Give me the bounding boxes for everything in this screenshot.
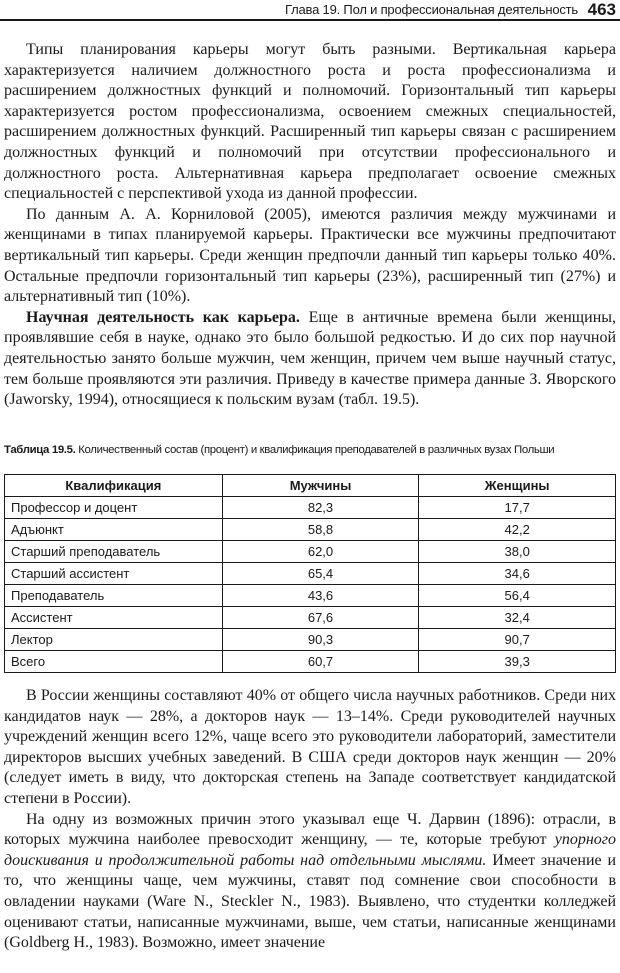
cell-women: 34,6 — [419, 563, 616, 585]
cell-women: 56,4 — [419, 585, 616, 607]
column-header-qualification: Квалификация — [5, 475, 223, 497]
cell-women: 42,2 — [419, 519, 616, 541]
table-row — [5, 585, 616, 607]
paragraph-russia: В России женщины составляют 40% от общего числа научных работников. Среди них кандидатов наук — 28%, а докторов наук — 13–14%. Среди руководителей научных учреждений женщин всего 12%, чаще всего это руководители лабораторий, заместители директоров высших учебных заведений. В США среди докторов наук женщин — 20% (следует иметь в виду, что докторская степень на Западе соответствует кандидатской степени в России). — [4, 687, 616, 807]
cell-qualification: Всего — [5, 651, 223, 673]
cell-women: 90,7 — [419, 629, 616, 651]
cell-women: 17,7 — [419, 497, 616, 519]
paragraph-science-career — [4, 308, 616, 411]
table-row — [5, 497, 616, 519]
page-number: 463 — [587, 0, 616, 19]
column-header-men: Мужчины — [222, 475, 419, 497]
table-row — [5, 519, 616, 541]
paragraph-career-types: Типы планирования карьеры могут быть разными. Вертикальная карьера характеризуется наличием должностного роста и роста профессионализма и расширением должностных функций и полномочий. Горизонтальный тип карьеры характеризуется ростом профессионализма, освоением смежных специальностей, расширением должностных функций. Расширенный тип карьеры связан с расширением должностных функций и полномочий при отсутствии профессионального и должностного роста. Альтернативная карьера предполагает освоение смежных специальностей с перспективой ухода из данной профессии. — [4, 41, 616, 203]
cell-qualification: Профессор и доцент — [5, 497, 223, 519]
header-rule — [0, 19, 620, 21]
running-header — [0, 0, 620, 22]
cell-men: 62,0 — [222, 541, 419, 563]
cell-women: 38,0 — [419, 541, 616, 563]
cell-women: 39,3 — [419, 651, 616, 673]
table-row — [5, 629, 616, 651]
cell-qualification: Ассистент — [5, 607, 223, 629]
paragraph-darwin-italic: упорного доискивания и продолжительной работы над отдельными мыслями. — [4, 831, 616, 869]
table-row — [5, 541, 616, 563]
table-caption — [4, 444, 616, 456]
cell-qualification: Преподаватель — [5, 585, 223, 607]
cell-men: 58,8 — [222, 519, 419, 541]
cell-qualification: Лектор — [5, 629, 223, 651]
paragraph-darwin-continuation: Имеет значение и то, что женщины чаще, чем мужчины, ставят под сомнение свои способности в овладении науками (Ware N., Steckler N., 1983). Выявлено, что студентки колледжей оценивают статьи, написанные мужчинами, выше, чем статьи, написанные женщинами (Goldberg H., 1983). Возможно, имеет значение — [4, 851, 617, 952]
paragraph-darwin-text: На одну из возможных причин этого указывал еще Ч. Дарвин (1896): отрасли, в которых мужчина наиболее превосходит женщину, — те, которые требуют — [4, 810, 616, 849]
cell-qualification: Адъюнкт — [5, 519, 223, 541]
table-row — [5, 607, 616, 629]
cell-qualification: Старший ассистент — [5, 563, 223, 585]
cell-men: 82,3 — [222, 497, 419, 519]
body-text-bottom — [4, 686, 616, 954]
cell-men: 60,7 — [222, 651, 419, 673]
cell-men: 90,3 — [222, 629, 419, 651]
table-row — [5, 651, 616, 673]
body-text-top — [4, 40, 616, 411]
cell-men: 65,4 — [222, 563, 419, 585]
table-caption-label: Таблица 19.5. — [4, 444, 76, 456]
table-header-row — [5, 475, 616, 497]
paragraph-lead-bold: Научная деятельность как карьера. — [26, 308, 300, 326]
qualification-table — [4, 474, 616, 673]
cell-men: 43,6 — [222, 585, 419, 607]
cell-men: 67,6 — [222, 607, 419, 629]
paragraph-science-text: Еще в античные времена были женщины, проявлявшие себя в науке, однако это было большой редкостью. И до сих пор научной деятельностью занято больше мужчин, чем женщин, причем чем выше научный статус, тем больше проявляются эти различия. Приведу в качестве примера данные З. Яворского (Jaworsky, 1994), относящиеся к польским вузам (табл. 19.5). — [4, 308, 617, 409]
paragraph-darwin — [4, 810, 616, 954]
table-row — [5, 563, 616, 585]
column-header-women: Женщины — [419, 475, 616, 497]
cell-women: 32,4 — [419, 607, 616, 629]
running-title: Глава 19. Пол и профессиональная деятельность — [285, 2, 578, 17]
table-caption-text: Количественный состав (процент) и квалификация преподавателей в различных вузах Польши — [75, 444, 555, 456]
paragraph-kornilova: По данным А. А. Корниловой (2005), имеются различия между мужчинами и женщинами в типах планируемой карьеры. Практически все мужчины предпочитают вертикальный тип карьеры. Среди женщин предпочли данный тип карьеры только 40%. Остальные предпочли горизонтальный тип карьеры (23%), расширенный тип (27%) и альтернативный тип (10%). — [4, 205, 616, 306]
cell-qualification: Старший преподаватель — [5, 541, 223, 563]
